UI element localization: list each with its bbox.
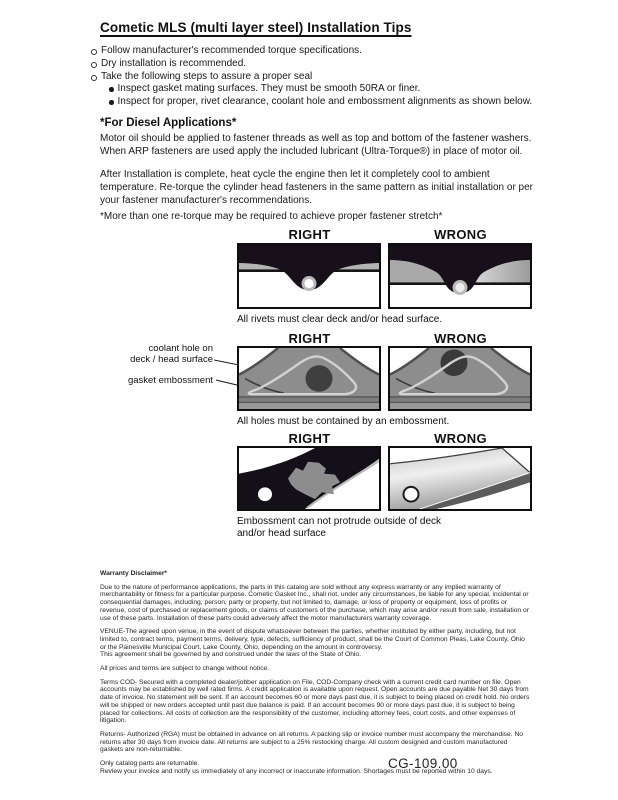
warranty-paragraph: Due to the nature of performance applications, the parts in this catalog are sold without any express warranty or any implied warranty of merchantability or fitness for a particular purpose. Cometic Gasket Inc., shall not, under any circumstances, be liable for any special, incidental or consequential damages, including, person, party or property, but not limited to, damage, or loss of property or equipment, loss of profits or revenue, cost of purchased or replacement goods, or claims of customers of the purchase, which may arise and/or result from sale, installation or use of these parts. Installation of these parts could adversely affect the motor manufacturers warranty coverage.: [100, 583, 529, 622]
terms-paragraph: Terms COD- Secured with a completed dealer/jobber application on File, COD-Company check with a current credit card number on file. Open accounts may be established by well rated firms. A credit application is available upon request. Open accounts are due payable Net 30 days from date of invoice. No statement will be sent. If an account becomes 60 or more days past due, it is subject to being placed on credit hold. No orders will be shipped or new orders accepted until past due balance is paid. If an account becomes 90 or more days past due, it is subject to being placed for collections. All costs of collection are the responsibility of the customer, including attorney fees, court costs, and other expenses of litigation.: [100, 678, 530, 725]
rivet-right-drawing: [239, 245, 379, 307]
right-label: RIGHT: [288, 431, 331, 446]
filled-bullet-icon: [109, 87, 114, 92]
rivet-clearance-wrong-diagram: [388, 243, 532, 309]
list-item-text: Dry installation is recommended.: [101, 57, 247, 69]
diesel-paragraph-1: Motor oil should be applied to fastener threads as well as top and bottom of the fastener washers. When ARP fasteners are used apply the included lubricant (Ultra-Torque®) in place of motor oil.: [100, 133, 532, 157]
row3-caption-line1: Embossment can not protrude outside of deck: [237, 516, 442, 527]
row3-caption: [237, 516, 537, 539]
embossment-wrong-drawing: [390, 348, 530, 409]
bolt-hole-icon: [258, 487, 272, 501]
rivet-wrong-drawing: [390, 245, 530, 307]
rivet-clearance-right-diagram: [237, 243, 381, 309]
coolant-label-line2: deck / head surface: [130, 354, 213, 365]
gasket-embossment-label: gasket embossment: [127, 375, 213, 386]
review-invoice-text: Review your invoice and notify us immediately of any incorrect or inaccurate information. Shortages must be reported within 10 days.: [100, 767, 493, 775]
embossment-right-drawing: [239, 348, 379, 409]
filled-bullet-icon: [109, 100, 114, 105]
wrong-label: WRONG: [434, 331, 487, 346]
embossment-right-diagram: [237, 346, 381, 411]
diesel-paragraph-2: After Installation is complete, heat cycle the engine then let it completely cool to ambient temperature. Re-torque the cylinder head fasteners in the same pattern as initial installation or per your fastener manufacturer's recommendations.: [100, 169, 534, 206]
list-item-text: Take the following steps to assure a proper seal: [101, 70, 313, 82]
bolt-hole-icon: [404, 487, 419, 502]
coolant-hole-icon: [306, 365, 333, 392]
coolant-hole-icon: [441, 349, 468, 376]
list-item: [109, 96, 536, 109]
open-bullet-icon: [91, 75, 97, 81]
returnable-text: Only catalog parts are returnable.: [100, 760, 200, 768]
list-item: [109, 83, 536, 96]
installation-tips-list: [91, 45, 536, 109]
row3-caption-line2: and/or head surface: [237, 527, 326, 539]
list-item: [91, 71, 536, 84]
list-item-text: Inspect gasket mating surfaces. They must be smooth 50RA or finer.: [117, 83, 421, 95]
right-label: RIGHT: [288, 331, 331, 346]
right-label: RIGHT: [288, 227, 331, 242]
prices-paragraph: All prices and terms are subject to change without notice.: [100, 665, 270, 673]
protrusion-wrong-drawing: [390, 448, 530, 509]
retorque-note: *More than one re-torque may be required to achieve proper fastener stretch*: [100, 211, 443, 222]
protrusion-wrong-diagram: [388, 446, 532, 511]
list-item-text: Follow manufacturer's recommended torque specifications.: [101, 45, 362, 56]
warranty-disclaimer-block: [100, 570, 530, 781]
returnable-paragraph: [100, 760, 530, 775]
governing-law-text: This agreement shall be governed by and construed under the laws of the State of Ohio.: [100, 651, 361, 659]
returns-paragraph: Returns- Authorized (RGA) must be obtained in advance on all returns. A packing slip or invoice number must accompany the merchandise. No returns after 30 days from invoice date. All returns are subject to a 25% restocking charge. All custom designed and custom manufactured gaskets are non-returnable.: [100, 730, 524, 754]
diesel-heading: *For Diesel Applications*: [100, 117, 237, 129]
coolant-hole-label: [33, 343, 213, 365]
list-item: [91, 45, 536, 58]
venue-text: VENUE-The agreed upon venue, in the event of dispute whatsoever between the parties, whether instituted by either party, including, but not limited to, contract terms, payment terms, delivery, type, defects, sufficiency of product, shall be the Court of Common Pleas, Lake County, Ohio or the Painesville Municipal Court, Lake County, Ohio, depending on the amount in controversy.: [100, 628, 525, 651]
row1-caption: All rivets must clear deck and/or head surface.: [237, 314, 443, 325]
open-bullet-icon: [91, 62, 97, 68]
page-title: Cometic MLS (multi layer steel) Installation Tips: [100, 20, 412, 35]
wrong-label: WRONG: [434, 227, 487, 242]
page-code: CG-109.00: [388, 756, 458, 771]
row2-caption: All holes must be contained by an embossment.: [237, 416, 450, 427]
protrusion-right-drawing: [239, 448, 379, 509]
embossment-wrong-diagram: [388, 346, 532, 411]
open-bullet-icon: [91, 49, 97, 55]
list-item: [91, 58, 536, 71]
coolant-label-line1: coolant hole on: [148, 343, 213, 354]
wrong-label: WRONG: [434, 431, 487, 446]
warranty-heading: Warranty Disclaimer*: [100, 570, 168, 577]
protrusion-right-diagram: [237, 446, 381, 511]
venue-paragraph: [100, 628, 530, 659]
list-item-text: Inspect for proper, rivet clearance, coolant hole and embossment alignments as shown below.: [117, 96, 533, 108]
